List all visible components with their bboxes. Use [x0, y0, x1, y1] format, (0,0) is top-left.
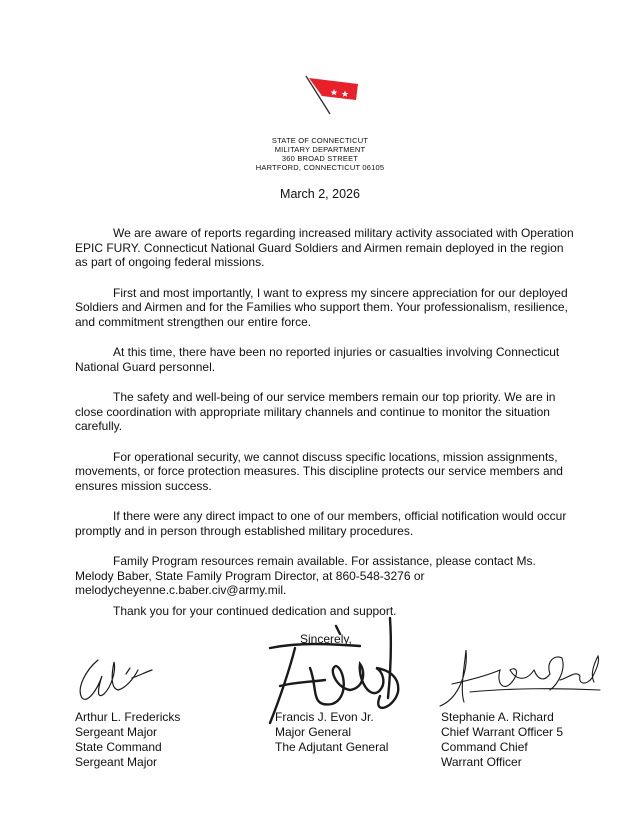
sincerely-line: Sincerely, [300, 632, 352, 646]
signatory-richard [441, 710, 563, 770]
letterhead-line-2: MILITARY DEPARTMENT [274, 145, 366, 154]
letterhead-line-4: HARTFORD, CONNECTICUT 06105 [255, 163, 385, 172]
signatory-fredericks [75, 710, 180, 770]
signatory-title-line: Command Chief [441, 740, 528, 754]
letterhead [0, 136, 640, 172]
signatory-title-line: The Adjutant General [275, 740, 389, 754]
signatory-title-line: Major General [275, 725, 352, 739]
signatory-title-line: Sergeant Major [75, 725, 158, 739]
paragraph-6: If there were any direct impact to one of our members, official notification would occur promptly and in person through established military procedures. [75, 509, 567, 538]
signatory-title-line: Chief Warrant Officer 5 [441, 725, 564, 739]
general-officer-flag-icon [300, 72, 364, 122]
letterhead-line-3: 360 BROAD STREET [281, 154, 359, 163]
letter-body [75, 226, 575, 614]
signatory-name: Francis J. Evon Jr. [275, 710, 374, 724]
paragraph-3: At this time, there have been no reported injuries or casualties involving Connecticut National Guard personnel. [75, 345, 560, 374]
signatory-title-line: State Command [75, 740, 162, 754]
signatory-evon [275, 710, 388, 755]
letterhead-line-1: STATE OF CONNECTICUT [271, 136, 369, 145]
closing-line: Thank you for your continued dedication and support. [113, 604, 397, 618]
letter-date: March 2, 2026 [280, 187, 360, 201]
paragraph-1: We are aware of reports regarding increased military activity associated with Operation EPIC FURY. Connecticut National Guard Soldiers and Airmen remain deployed in the region as part of ongoing federal missions. [75, 226, 574, 269]
flag-field [309, 78, 358, 100]
paragraph-7: Family Program resources remain available. For assistance, please contact Ms. Melody Baber, State Family Program Director, at 860-548-3276 or melodycheyenne.c.baber.civ@army.mil. [75, 554, 536, 597]
signature-fredericks [68, 648, 168, 708]
signatory-name: Stephanie A. Richard [441, 710, 554, 724]
signatory-title-line: Warrant Officer [441, 755, 522, 769]
signatory-name: Arthur L. Fredericks [75, 710, 181, 724]
paragraph-4: The safety and well-being of our service members remain our top priority. We are in close coordination with appropriate military channels and continue to monitor the situation carefully. [75, 390, 556, 433]
signature-richard [430, 640, 610, 715]
paragraph-5: For operational security, we cannot discuss specific locations, mission assignments, movements, or force protection measures. This discipline protects our service members and ensures mission success. [75, 449, 563, 493]
paragraph-2: First and most importantly, I want to express my sincere appreciation for our deployed Soldiers and Airmen and for the Families who support them. Your professionalism, resilience, and commitment strengthen our entire force. [75, 285, 568, 329]
signatory-title-line: Sergeant Major [75, 755, 158, 769]
